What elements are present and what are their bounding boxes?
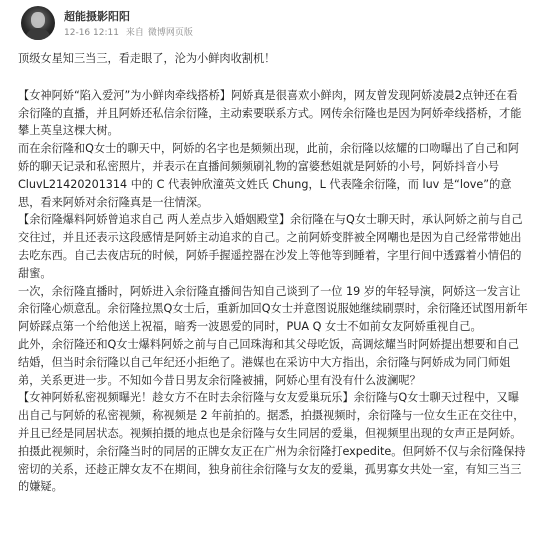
user-name[interactable]: 超能摄影阳阳 xyxy=(64,10,130,23)
paragraph-3: 【余衍隆爆料阿娇曾追求自己 两人差点步入婚姻殿堂】余衍隆在与Q女士聊天时，承认阿娇之前与自己交往过，并且还表示这段感情是阿娇主动追求的自己。之前阿娇变胖被全网嘲也是因为自己经常带她出去吃东西。自己去夜店玩的时候，阿娇手握遥控器在沙发上等他等到睡着，字里行间中透露着小情侣的甜蜜。 xyxy=(18,213,523,280)
avatar-face-shape xyxy=(31,12,45,28)
source-prefix: 来自 xyxy=(125,28,144,38)
post-time[interactable]: 12-16 12:11 xyxy=(64,28,119,38)
post-content xyxy=(18,50,528,496)
post-title: 顶级女星知三当三，看走眼了，沦为小鲜肉收割机！ xyxy=(18,52,276,65)
paragraph-6: 【女神阿娇私密视频曝光！趁女方不在时去余衍隆与女友爱巢玩乐】余衍隆与Q女士聊天过程中，又曝出自己与阿娇的私密视频，称视频是 2 年前拍的。据悉，拍摄视频时，余衍隆与一位女生正在交往中，并且已经是同居状态。视频拍摄的地点也是余衍隆与女生同居的爱巢，但视频里出现的女声正是阿娇。拍摄此视频时，余衍隆当时的同居的正牌女友正在广州为余衍隆打expedite。但阿娇不仅与余衍隆保持密切的关系，还趁正牌女友不在期间，独身前往余衍隆与女友的爱巢，孤男寡女共处一室，有知三当三的嫌疑。 xyxy=(18,391,526,494)
paragraph-5: 此外，余衍隆还和Q女士爆料阿娇之前与自己回珠海和其父母吃饭，高调炫耀当时阿娇提出想要和自己结婚，但当时余衍隆以自己年纪还小拒绝了。港媒也在采访中大方指出，余衍隆与阿娇成为同门师姐弟，关系更进一步。不知如今昔日男友余衍隆被捕，阿娇心里有没有什么波澜呢？ xyxy=(18,337,520,387)
paragraph-4: 一次，余衍隆直播时，阿娇进入余衍隆直播间告知自己谈到了一位 19 岁的年轻导演，阿娇这一发言让余衍隆心烦意乱。余衍隆拉黑Q女士后，重新加回Q女士并意图说服她继续刷票时，余衍隆还试图用新年阿娇踩点第一个给他送上祝福，暗秀一波恩爱的同时，PUA Q 女士不如前女友阿娇重视自己。 xyxy=(18,284,528,334)
paragraph-2: 而在余衍隆和Q女士的聊天中，阿娇的名字也是频频出现，此前，余衍隆以炫耀的口吻曝出了自己和阿娇的聊天记录和私密照片，并表示在直播间频频刷礼物的富婆愁姐就是阿娇的小号，阿娇抖音小号 CluvL21420201314 中的 C 代表钟欣潼英文姓氏 Chung，L 代表隆余衍隆，而 luv 是“love”的意思，看来阿娇对余衍隆真是一往情深。 xyxy=(18,142,520,209)
post-header xyxy=(0,0,546,44)
post-meta xyxy=(64,25,197,38)
avatar[interactable] xyxy=(21,6,55,40)
paragraph-1: 【女神阿娇“陷入爱河”为小鲜肉牵线搭桥】阿娇真是很喜欢小鲜肉，网友曾发现阿娇凌晨2点钟还在看余衍隆的直播，并且阿娇还私信余衍隆，主动索要联系方式。网传余衍隆也是因为阿娇牵线搭桥，才能攀上英皇这棵大树。 xyxy=(18,88,522,138)
avatar-body-shape xyxy=(26,28,50,40)
post-source[interactable]: 微博网页版 xyxy=(147,28,193,38)
